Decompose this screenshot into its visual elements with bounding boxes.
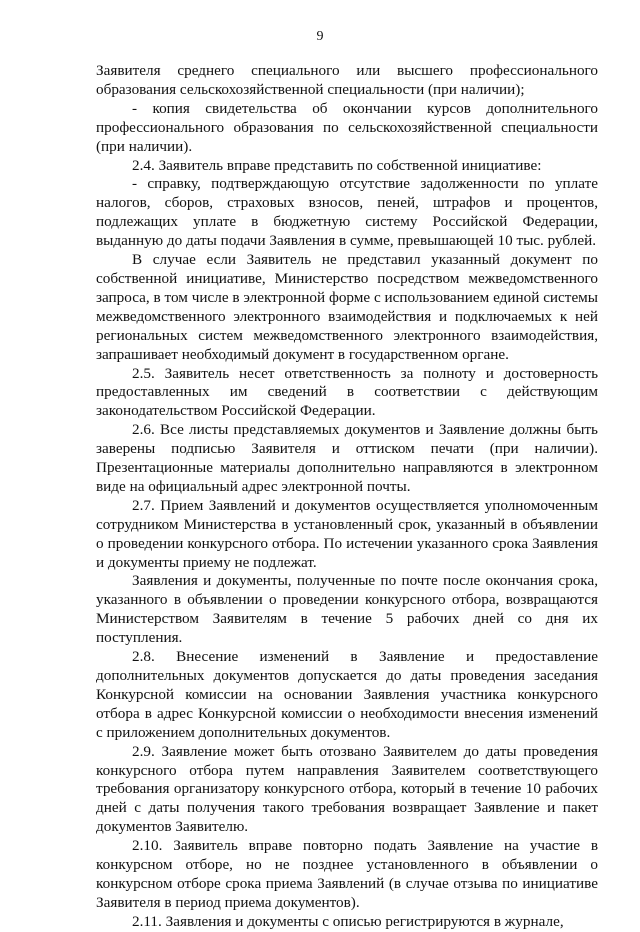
document-body — [96, 62, 598, 932]
paragraph: - справку, подтверждающую отсутствие задолженности по уплате налогов, сборов, страховых взносов, пеней, штрафов и процентов, подлежащих уплате в бюджетную систему Российской Федерации, выданную до даты подачи Заявления в сумме, превышающей 10 тыс. рублей. — [96, 175, 598, 250]
paragraph: В случае если Заявитель не представил указанный документ по собственной инициативе, Министерство посредством межведомственного запроса, в том числе в электронной форме с использованием единой системы межведомственного электронного взаимодействия и подключаемых к ней региональных систем межведомственного электронного взаимодействия, запрашивает необходимый документ в государственном органе. — [96, 251, 598, 363]
paragraph: 2.11. Заявления и документы с описью регистрируются в журнале, — [132, 912, 564, 930]
paragraph: Заявления и документы, полученные по почте после окончания срока, указанного в объявлении о проведении конкурсного отбора, возвращаются Министерством Заявителям в течение 5 рабочих дней со дня их поступления. — [96, 572, 598, 647]
paragraph: Заявителя среднего специального или высшего профессионального образования сельскохозяйственной специальности (при наличии); — [96, 62, 598, 98]
paragraph: 2.4. Заявитель вправе представить по собственной инициативе: — [132, 156, 542, 174]
paragraph: - копия свидетельства об окончании курсов дополнительного профессионального образования по сельскохозяйственной специальности (при наличии). — [96, 99, 598, 155]
page-number: 9 — [316, 29, 324, 44]
paragraph: 2.8. Внесение изменений в Заявление и предоставление дополнительных документов допускается до даты проведения заседания Конкурсной комиссии на основании Заявления участника конкурсного отбора в адрес Конкурсной комиссии о необходимости внесения изменений с приложением дополнительных документов. — [96, 648, 598, 741]
paragraph: 2.7. Прием Заявлений и документов осуществляется уполномоченным сотрудником Министерства в установленный срок, указанный в объявлении о проведении конкурсного отбора. По истечении указанного срока Заявления и документы приему не подлежат. — [96, 496, 598, 571]
paragraph: 2.9. Заявление может быть отозвано Заявителем до даты проведения конкурсного отбора путем направления Заявителем соответствующего требования организатору конкурсного отбора, который в течение 10 рабочих дней с даты получения такого требования возвращает Заявление и пакет документов Заявителю. — [96, 742, 598, 836]
paragraph: 2.10. Заявитель вправе повторно подать Заявление на участие в конкурсном отборе, но не позднее установленного в объявлении о конкурсном отборе срока приема Заявлений (в случае отзыва по инициативе Заявителя в период приема документов). — [96, 837, 598, 911]
paragraph: 2.6. Все листы представляемых документов и Заявление должны быть заверены подписью Заявителя и оттиском печати (при наличии). Презентационные материалы дополнительно направляются в электронном виде на официальный адрес электронной почты. — [96, 421, 598, 495]
paragraph: 2.5. Заявитель несет ответственность за полноту и достоверность предоставленных им сведений в соответствии с действующим законодательством Российской Федерации. — [96, 364, 598, 420]
